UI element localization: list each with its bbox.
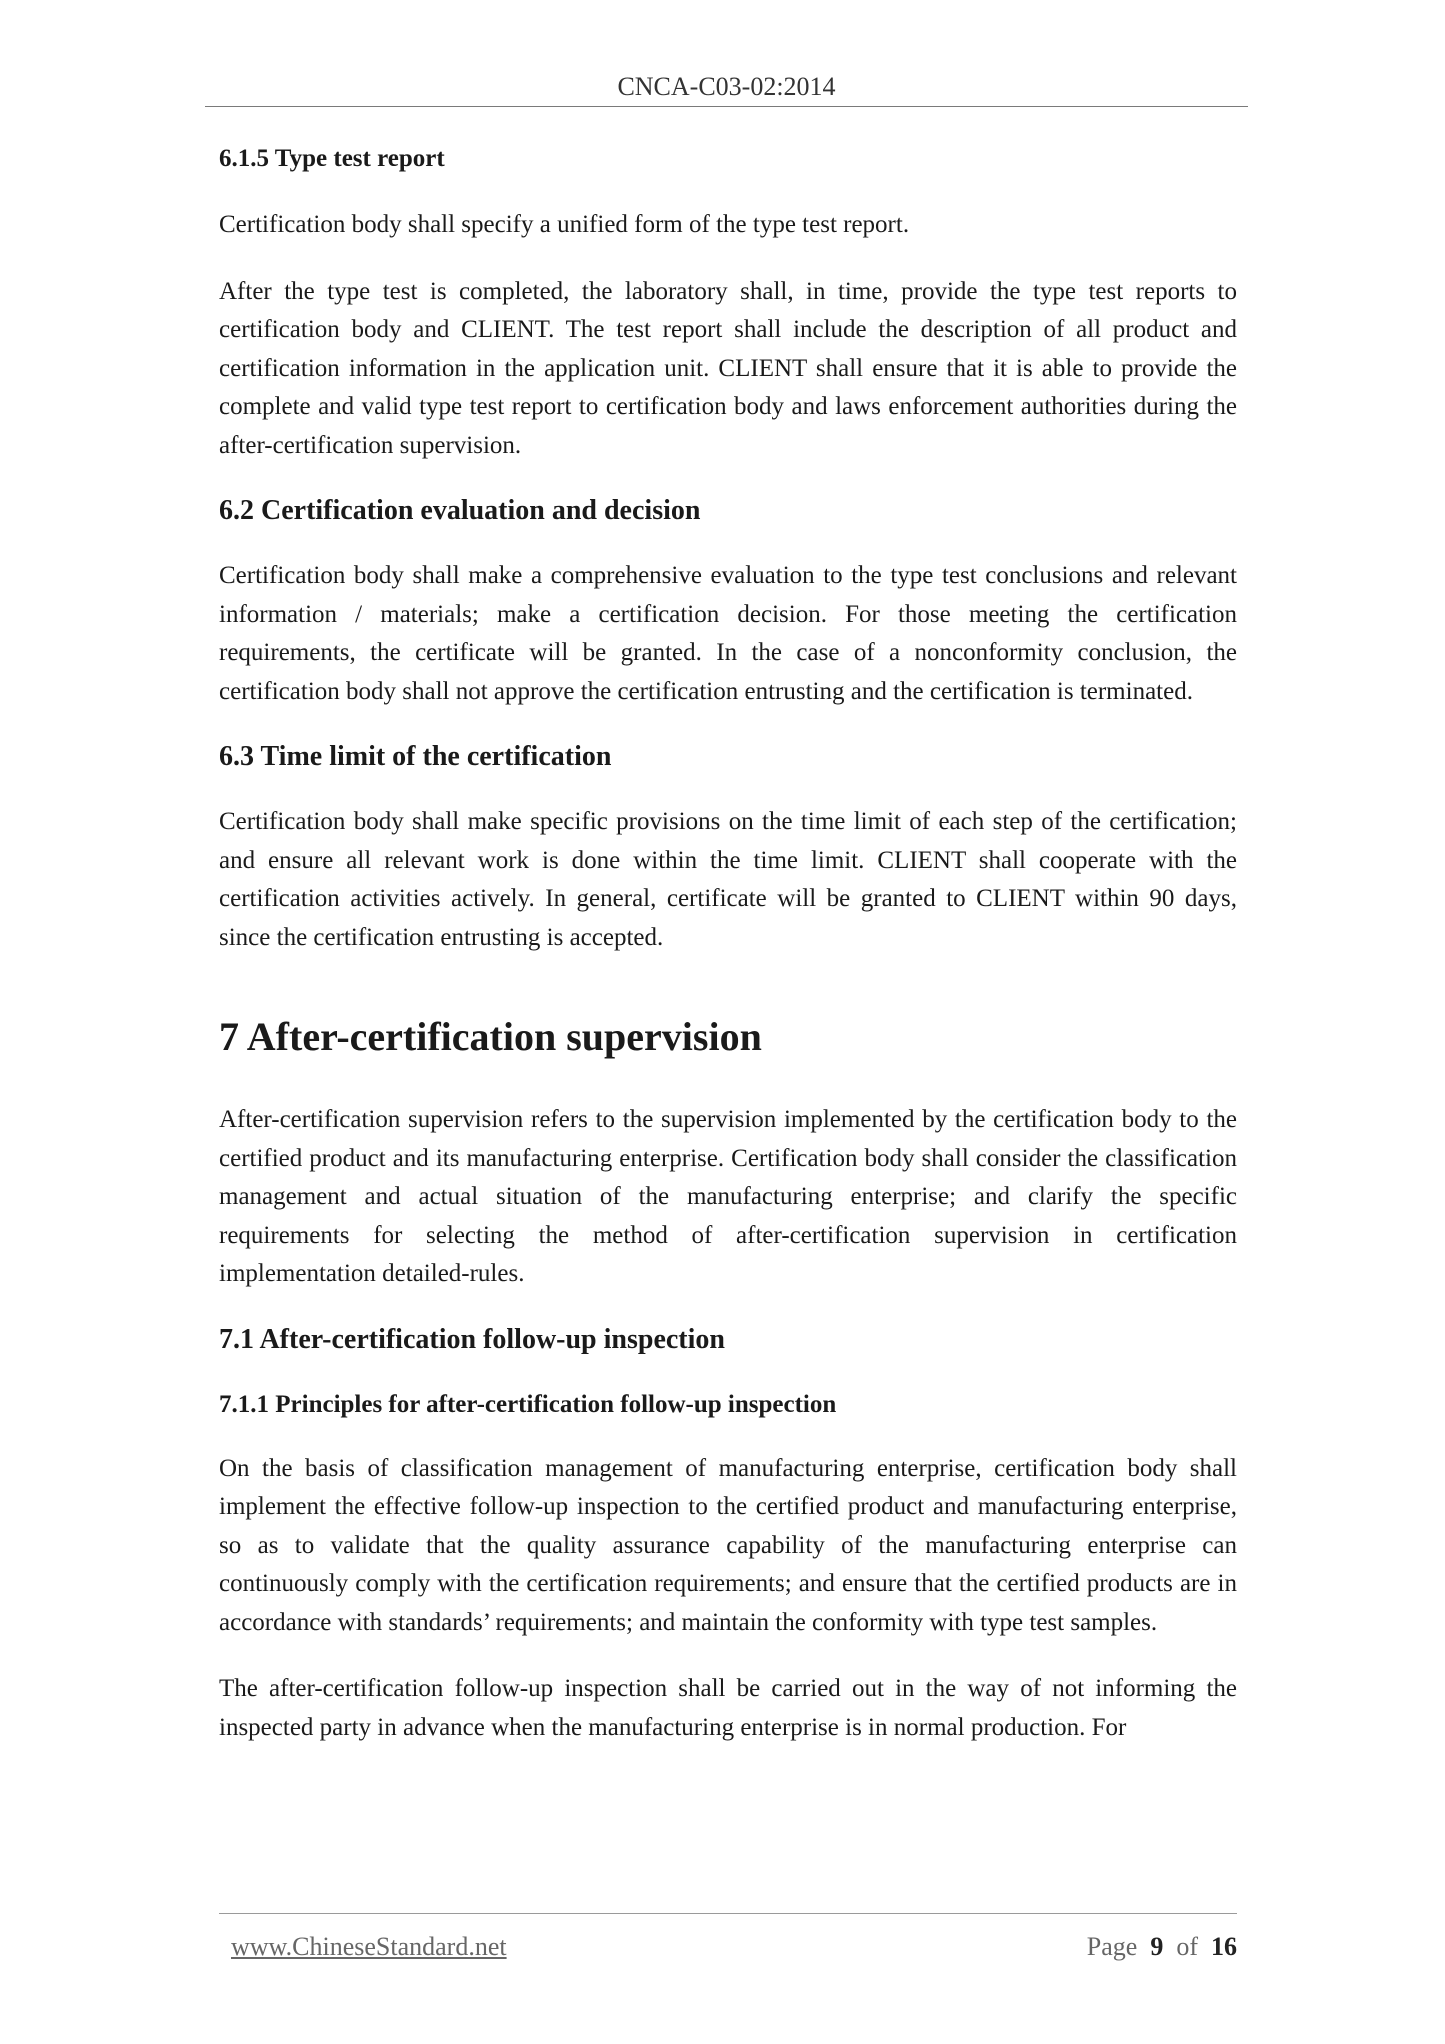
paragraph: Certification body shall make a comprehensive evaluation to the type test conclusions and relevant information / materials; make a certification decision. For those meeting the certification requirements, the certificate will be granted. In the case of a nonconformity conclusion, the certification body shall not approve the certification entrusting and the certification is terminated. bbox=[219, 562, 1237, 705]
paragraph: After-certification supervision refers to the supervision implemented by the certification body to the certified product and its manufacturing enterprise. Certification body shall consider the classification management and actual situation of the manufacturing enterprise; and clarify the specific requirements for selecting the method of after-certification supervision in certification implementation detailed-rules. bbox=[219, 1106, 1237, 1287]
section-7-heading: 7 After-certification supervision bbox=[219, 1014, 762, 1059]
website-link[interactable]: www.ChineseStandard.net bbox=[231, 1932, 507, 1961]
section-7-1-1-heading: 7.1.1 Principles for after-certification follow-up inspection bbox=[219, 1390, 837, 1418]
paragraph: Certification body shall specify a unified form of the type test report. bbox=[219, 211, 910, 238]
page-footer bbox=[219, 1913, 1237, 1984]
page-header bbox=[205, 70, 1248, 107]
paragraph: The after-certification follow-up inspection shall be carried out in the way of not informing the inspected party in advance when the manufacturing enterprise is in normal production. For bbox=[219, 1675, 1237, 1741]
paragraph: Certification body shall make specific provisions on the time limit of each step of the certification; and ensure all relevant work is done within the time limit. CLIENT shall cooperate with the certification activities actively. In general, certificate will be granted to CLIENT within 90 days, since the certification entrusting is accepted. bbox=[219, 808, 1237, 951]
paragraph: After the type test is completed, the laboratory shall, in time, provide the type test reports to certification body and CLIENT. The test report shall include the description of all product and certification information in the application unit. CLIENT shall ensure that it is able to provide the complete and valid type test report to certification body and laws enforcement authorities during the after-certification supervision. bbox=[219, 277, 1237, 459]
section-6-3-heading: 6.3 Time limit of the certification bbox=[219, 741, 612, 772]
of-word: of bbox=[1176, 1932, 1198, 1961]
total-pages-number: 16 bbox=[1211, 1932, 1237, 1961]
page-indicator bbox=[1087, 1932, 1237, 1962]
paragraph: On the basis of classification management of manufacturing enterprise, certification body shall implement the effective follow-up inspection to the certified product and manufacturing enterprise, so as to validate that the quality assurance capability of the manufacturing enterprise can continuously comply with the certification requirements; and ensure that the certified products are in accordance with standards’ requirements; and maintain the conformity with type test samples. bbox=[219, 1454, 1237, 1636]
section-6-2-heading: 6.2 Certification evaluation and decision bbox=[219, 495, 701, 526]
document-body bbox=[219, 140, 1237, 1747]
page-word: Page bbox=[1086, 1932, 1138, 1961]
current-page-number: 9 bbox=[1150, 1932, 1164, 1961]
document-code: CNCA-C03-02:2014 bbox=[617, 72, 836, 101]
section-6-1-5-heading: 6.1.5 Type test report bbox=[219, 145, 445, 172]
section-7-1-heading: 7.1 After-certification follow-up inspection bbox=[219, 1323, 725, 1355]
